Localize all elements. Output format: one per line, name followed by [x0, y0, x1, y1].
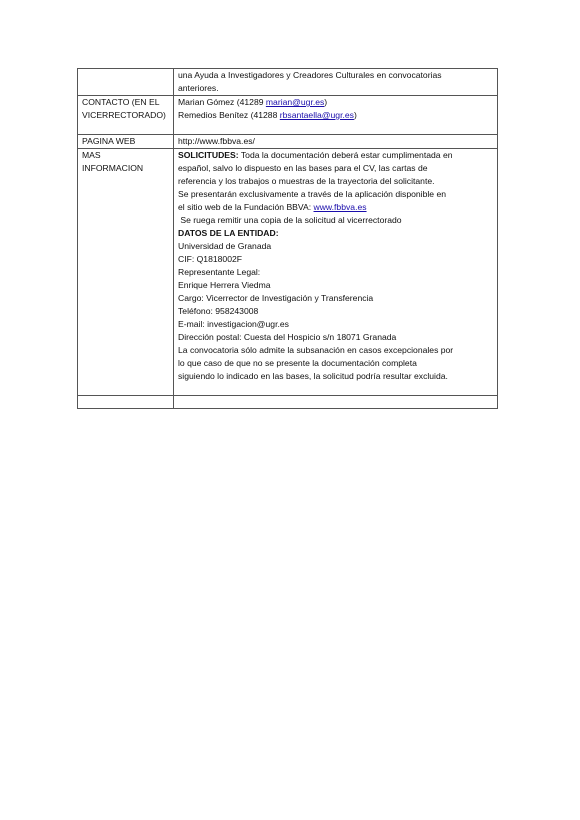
table-row-web	[78, 135, 498, 149]
intro-line-1: una Ayuda a Investigadores y Creadores Culturales en convocatorias	[178, 70, 442, 80]
solicitudes-line	[178, 149, 495, 162]
info-line-b6: Teléfono: 958243008	[178, 306, 259, 316]
fundacion-web-link[interactable]: www.fbbva.es	[313, 202, 367, 212]
info-line-a1: español, salvo lo dispuesto en las bases para el CV, las cartas de	[178, 163, 428, 173]
info-line-b1: Universidad de Granada	[178, 241, 272, 251]
contacto-label-line-2: VICERRECTORADO)	[82, 110, 166, 120]
info-line-b10: lo que caso de que no se presente la documentación completa	[178, 358, 417, 368]
info-line-b5: Cargo: Vicerrector de Investigación y Transferencia	[178, 293, 374, 303]
solicitudes-heading: SOLICITUDES:	[178, 150, 239, 160]
datos-entidad-heading: DATOS DE LA ENTIDAD:	[178, 228, 279, 238]
info-value-cell	[174, 149, 498, 396]
info-line-a2: referencia y los trabajos o muestras de la trayectoria del solicitante.	[178, 176, 435, 186]
info-line-b9: La convocatoria sólo admite la subsanación en casos excepcionales por	[178, 345, 454, 355]
contacto-label-cell	[78, 96, 174, 135]
table-row-intro	[78, 69, 498, 96]
info-table	[77, 68, 498, 409]
table-row-contacto	[78, 96, 498, 135]
web-value-cell: http://www.fbbva.es/	[174, 135, 498, 149]
info-line-b3: Representante Legal:	[178, 267, 261, 277]
info-line-b11: siguiendo lo indicado en las bases, la solicitud podría resultar excluida.	[178, 371, 448, 381]
intro-value-cell	[174, 69, 498, 96]
intro-line-2: anteriores.	[178, 83, 219, 93]
info-line-b7: E-mail: investigacion@ugr.es	[178, 319, 289, 329]
remitir-line: Se ruega remitir una copia de la solicitud al vicerrectorado	[178, 215, 402, 225]
empty-label-cell	[78, 396, 174, 409]
fundacion-web-prefix: el sitio web de la Fundación BBVA:	[178, 202, 314, 212]
contact-person-1-email-link[interactable]: marian@ugr.es	[265, 97, 325, 107]
info-label-line-1: MAS	[82, 150, 101, 160]
info-line-b8: Dirección postal: Cuesta del Hospicio s/n 18071 Granada	[178, 332, 397, 342]
info-label-cell	[78, 149, 174, 396]
solicitudes-text: Toda la documentación deberá estar cumplimentada en	[238, 150, 453, 160]
contact-person-2	[178, 109, 495, 122]
contact-person-2-email-link[interactable]: rbsantaella@ugr.es	[279, 110, 354, 120]
contacto-value-cell	[174, 96, 498, 135]
empty-value-cell	[174, 396, 498, 409]
info-line-b2: CIF: Q1818002F	[178, 254, 243, 264]
info-line-b4: Enrique Herrera Viedma	[178, 280, 271, 290]
info-line-a3: Se presentarán exclusivamente a través de la aplicación disponible en	[178, 189, 447, 199]
contact-person-2-close: )	[353, 110, 357, 120]
contact-person-1	[178, 96, 495, 109]
contact-person-2-name: Remedios Benítez (41288	[178, 110, 280, 120]
contact-person-1-name: Marian Gómez (41289	[178, 97, 266, 107]
contacto-label-line-1: CONTACTO (EN EL	[82, 97, 160, 107]
table-row-info	[78, 149, 498, 396]
info-label-line-2: INFORMACION	[82, 163, 144, 173]
contact-person-1-close: )	[324, 97, 328, 107]
fundacion-web-line	[178, 201, 495, 214]
table-row-empty	[78, 396, 498, 409]
web-label-cell: PAGINA WEB	[78, 135, 174, 149]
intro-label-cell	[78, 69, 174, 96]
